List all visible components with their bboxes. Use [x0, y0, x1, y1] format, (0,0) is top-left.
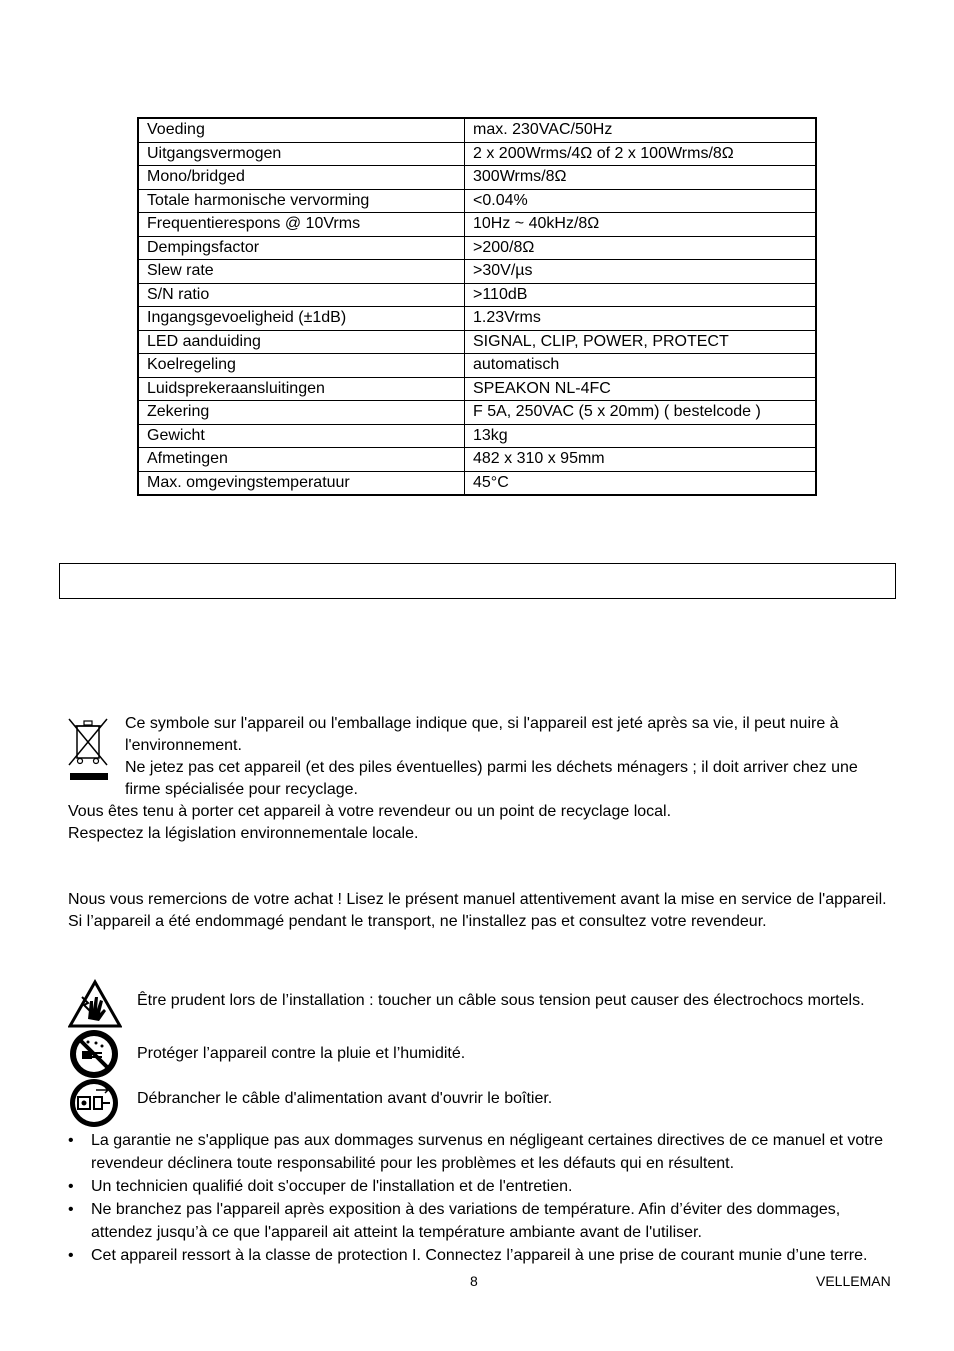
spec-label: LED aanduiding [138, 330, 465, 354]
intro-line-2: Si l’appareil a été endommagé pendant le transport, ne l'installez pas et consultez votre revendeur. [68, 913, 767, 930]
spec-label: Slew rate [138, 260, 465, 284]
spec-label: Afmetingen [138, 448, 465, 472]
unplug-icon [68, 1078, 120, 1128]
recycling-line-2: l'environnement. [125, 737, 242, 754]
spec-value: >200/8Ω [465, 236, 817, 260]
spec-label: Uitgangsvermogen [138, 142, 465, 166]
spec-label: Dempingsfactor [138, 236, 465, 260]
spec-label: Voeding [138, 118, 465, 142]
table-row [138, 283, 816, 307]
footer-brand: VELLEMAN [816, 1273, 891, 1289]
electric-shock-warning-icon [68, 979, 122, 1029]
spec-label: Mono/bridged [138, 166, 465, 190]
spec-value: SPEAKON NL-4FC [465, 377, 817, 401]
table-row [138, 142, 816, 166]
spec-value: 1.23Vrms [465, 307, 817, 331]
spec-label: S/N ratio [138, 283, 465, 307]
table-row [138, 307, 816, 331]
spec-value: 300Wrms/8Ω [465, 166, 817, 190]
section-heading-box [59, 563, 896, 599]
spec-value: 45°C [465, 471, 817, 495]
bullet-icon: • [68, 1247, 74, 1264]
table-row [138, 354, 816, 378]
table-row [138, 189, 816, 213]
spec-value: 482 x 310 x 95mm [465, 448, 817, 472]
recycling-line-1: Ce symbole sur l'appareil ou l'emballage indique que, si l'appareil est jeté après sa vie, il peut nuire à [125, 715, 839, 732]
recycling-line-5: Vous êtes tenu à porter cet appareil à votre revendeur ou un point de recyclage local. [68, 803, 672, 820]
page-number: 8 [470, 1273, 478, 1289]
spec-value: 10Hz ~ 40kHz/8Ω [465, 213, 817, 237]
table-row [138, 471, 816, 495]
recycling-line-4: firme spécialisée pour recyclage. [125, 781, 358, 798]
spec-value: SIGNAL, CLIP, POWER, PROTECT [465, 330, 817, 354]
warning-text-3: Débrancher le câble d'alimentation avant d'ouvrir le boîtier. [137, 1090, 553, 1107]
list-item: • Cet appareil ressort à la classe de protection I. Connectez l’appareil à une prise de courant munie d’une terre. [68, 1244, 888, 1267]
no-rain-icon [68, 1029, 120, 1079]
spec-value: F 5A, 250VAC (5 x 20mm) ( bestelcode ) [465, 401, 817, 425]
spec-value: 2 x 200Wrms/4Ω of 2 x 100Wrms/8Ω [465, 142, 817, 166]
table-row [138, 260, 816, 284]
spec-label: Totale harmonische vervorming [138, 189, 465, 213]
spec-label: Ingangsgevoeligheid (±1dB) [138, 307, 465, 331]
list-item: • Ne branchez pas l'appareil après exposition à des variations de température. Afin d’éviter des dommages, attendez jusqu’à ce que l'appareil ait atteint la température ambiante avant de l'utiliser. [68, 1198, 888, 1244]
spec-value: automatisch [465, 354, 817, 378]
spec-label: Luidsprekeraansluitingen [138, 377, 465, 401]
spec-value: >110dB [465, 283, 817, 307]
table-row [138, 377, 816, 401]
list-item: • La garantie ne s'applique pas aux dommages survenus en négligeant certaines directives de ce manuel et votre revendeur déclinera toute responsabilité pour les problèmes et les défauts qui en résultent. [68, 1129, 888, 1175]
list-item: • Un technicien qualifié doit s'occuper de l'installation et de l'entretien. [68, 1175, 888, 1198]
warning-text-1: Être prudent lors de l’installation : toucher un câble sous tension peut causer des électrochocs mortels. [137, 992, 865, 1009]
spec-value: >30V/µs [465, 260, 817, 284]
spec-label: Zekering [138, 401, 465, 425]
spec-value: max. 230VAC/50Hz [465, 118, 817, 142]
table-row [138, 401, 816, 425]
bullet-icon: • [68, 1132, 74, 1149]
recycling-line-3: Ne jetez pas cet appareil (et des piles éventuelles) parmi les déchets ménagers ; il doit arriver chez une [125, 759, 858, 776]
spec-label: Gewicht [138, 424, 465, 448]
spec-label: Max. omgevingstemperatuur [138, 471, 465, 495]
spec-label: Koelregeling [138, 354, 465, 378]
safety-bullet-list [68, 1129, 888, 1267]
table-row [138, 330, 816, 354]
table-row [138, 166, 816, 190]
table-row [138, 424, 816, 448]
weee-crossed-bin-icon [67, 716, 111, 784]
bullet-icon: • [68, 1178, 74, 1195]
spec-value: <0.04% [465, 189, 817, 213]
specifications-table [137, 117, 817, 496]
bullet-icon: • [68, 1201, 74, 1218]
intro-line-1: Nous vous remercions de votre achat ! Lisez le présent manuel attentivement avant la mise en service de l'appareil. [68, 891, 887, 908]
table-row [138, 236, 816, 260]
spec-label: Frequentierespons @ 10Vrms [138, 213, 465, 237]
table-row [138, 213, 816, 237]
table-row [138, 118, 816, 142]
table-row [138, 448, 816, 472]
recycling-line-6: Respectez la législation environnementale locale. [68, 825, 419, 842]
warning-text-2: Protéger l’appareil contre la pluie et l’humidité. [137, 1045, 466, 1062]
spec-value: 13kg [465, 424, 817, 448]
